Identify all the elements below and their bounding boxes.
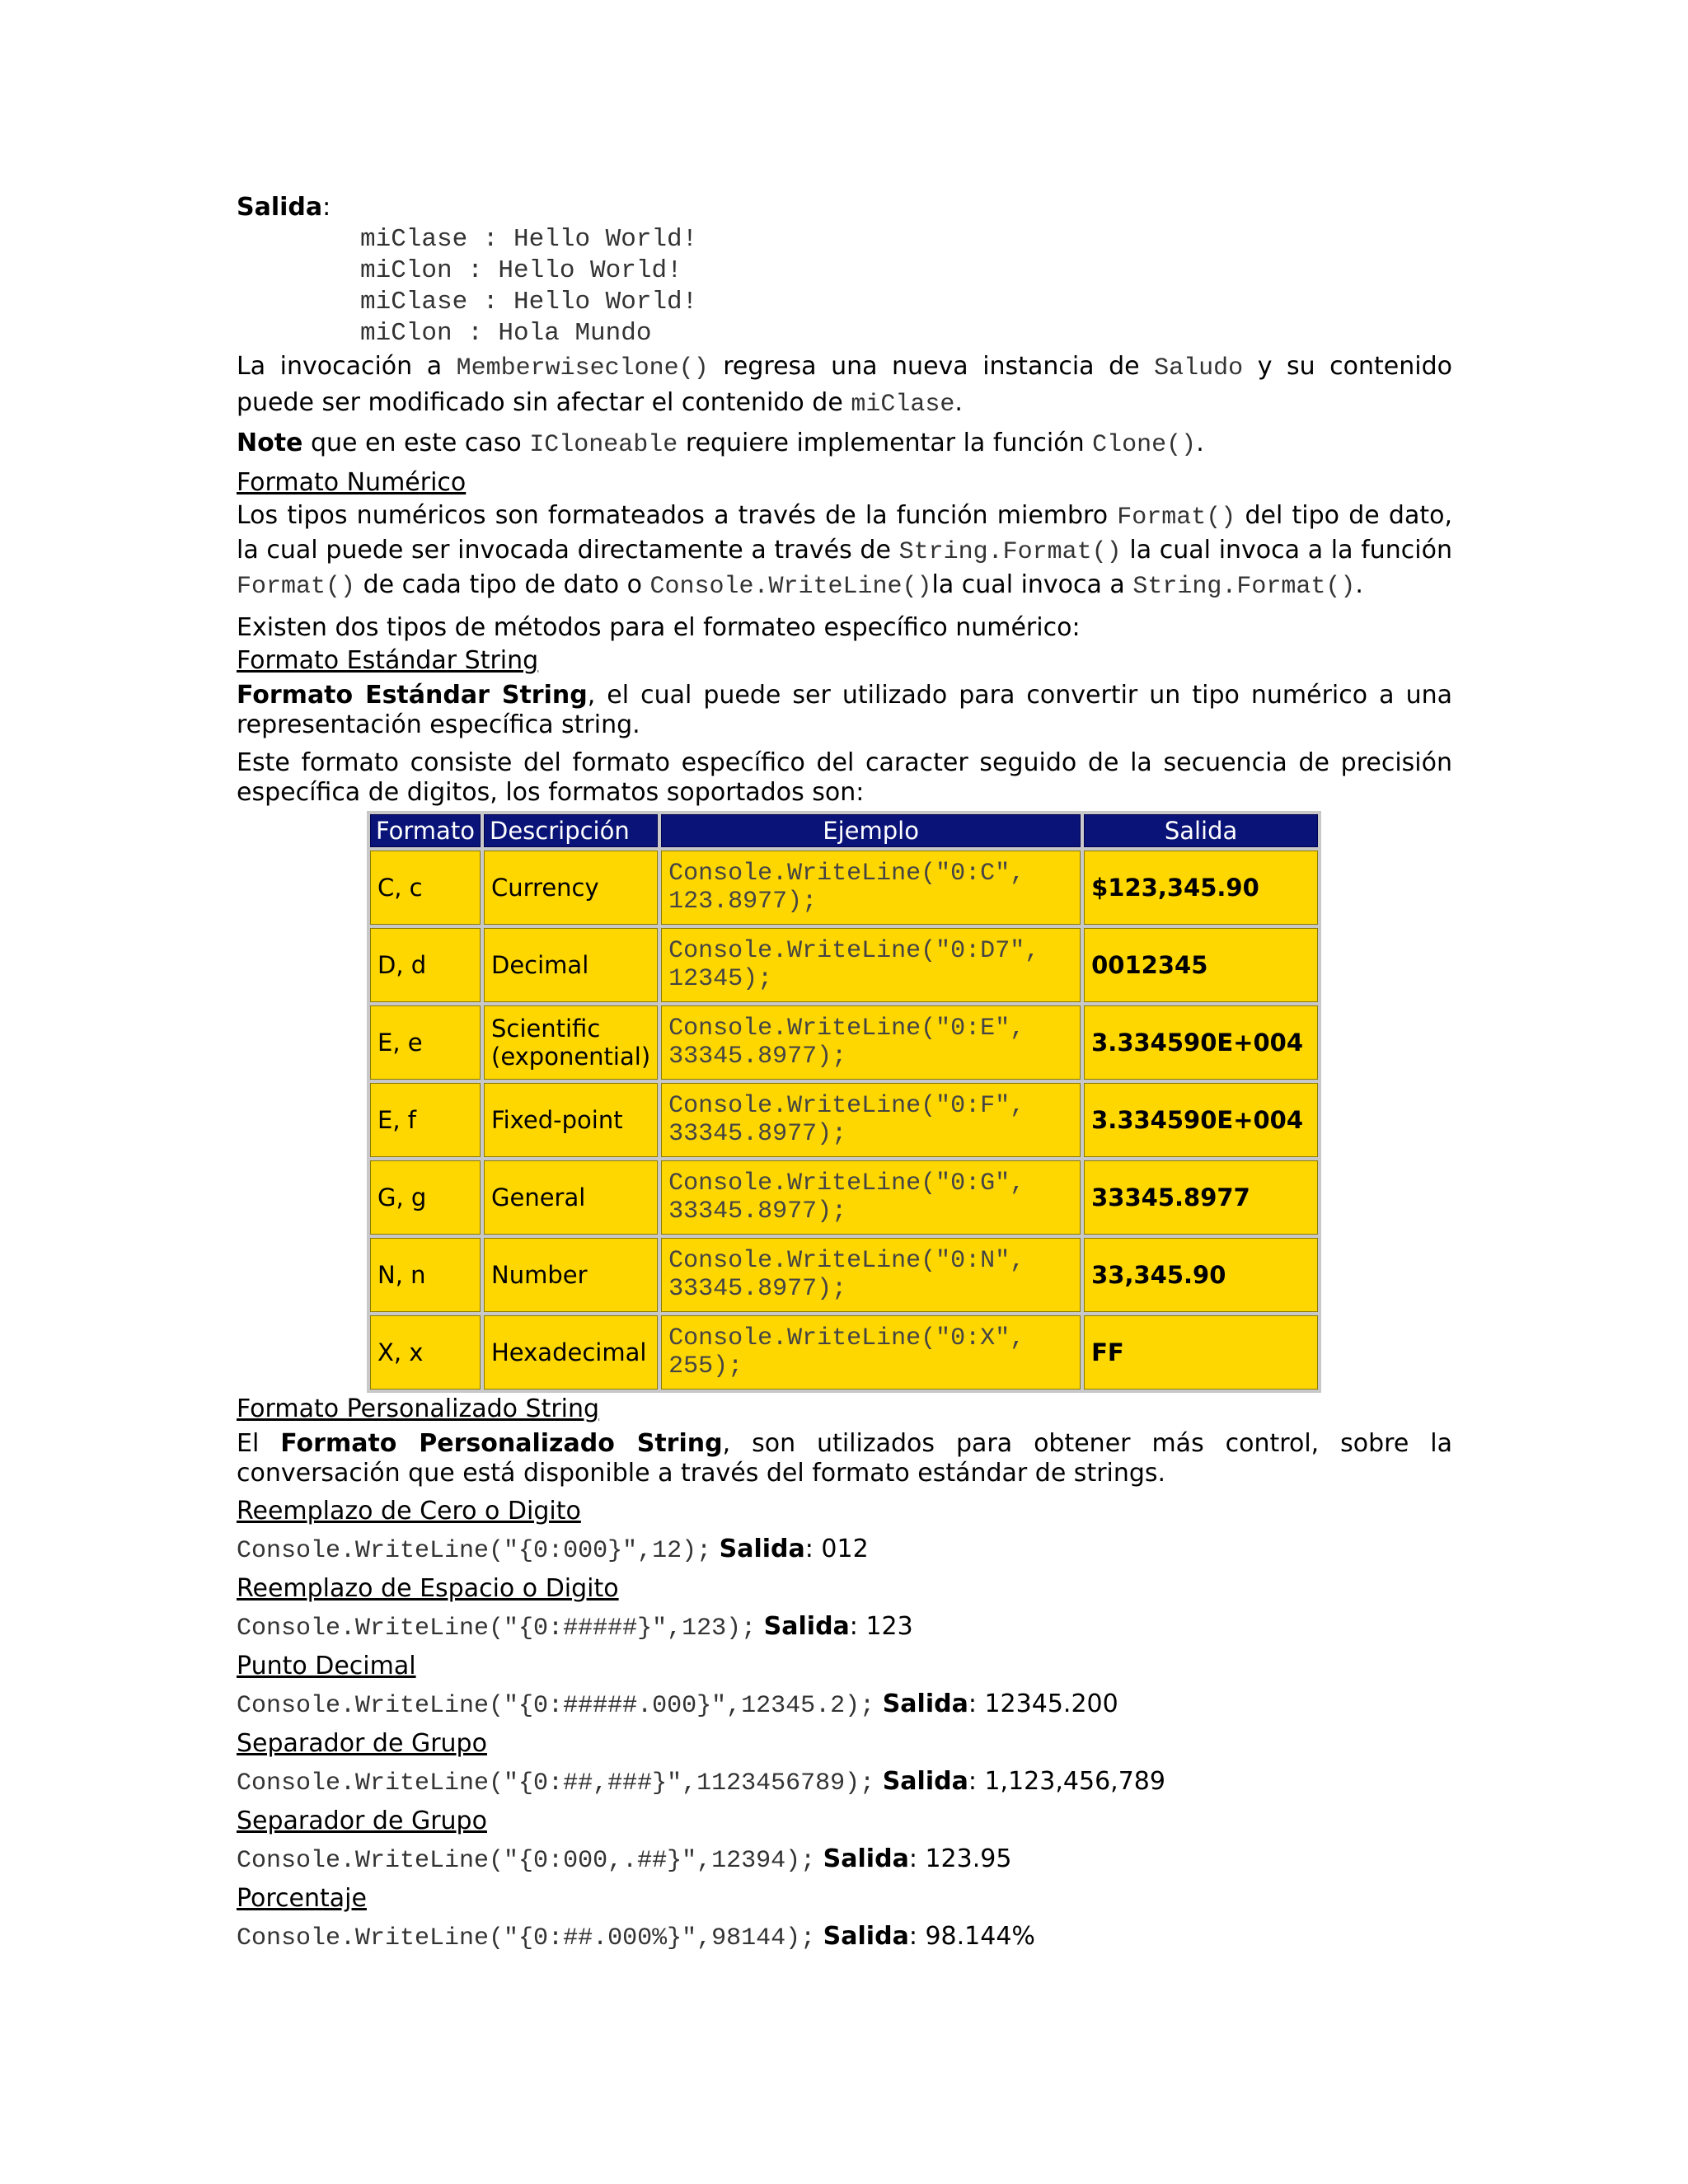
cell-descripcion: Number: [484, 1238, 658, 1312]
format-table: [367, 811, 1321, 1393]
paragraph-existen: Existen dos tipos de métodos para el formateo específico numérico:: [237, 613, 1081, 642]
paragraph-personalizado: El Formato Personalizado String, son utilizados para obtener más control, sobre la conversación que está disponible a través del formato estándar de strings.: [237, 1429, 1453, 1488]
paragraph-estandar: Formato Estándar String, el cual puede ser utilizado para convertir un tipo numérico a una representación específica string.: [237, 681, 1452, 739]
cell-formato: E, f: [370, 1083, 481, 1157]
table-row: [370, 928, 1318, 1002]
paragraph-note: Note que en este caso ICloneable requiere implementar la función Clone().: [237, 429, 1204, 459]
header-descripcion: Descripción: [484, 814, 658, 847]
cell-ejemplo: Console.WriteLine("0:X", 255);: [661, 1315, 1081, 1390]
example-heading: Reemplazo de Cero o Digito: [237, 1497, 581, 1526]
header-salida: Salida: [1084, 814, 1318, 847]
example-block: [237, 1882, 1452, 1955]
example-block: [237, 1495, 1452, 1568]
example-line: Console.WriteLine("{0:##.000%}",98144); Salida: 98.144%: [237, 1922, 1035, 1952]
paragraph-tipos: Los tipos numéricos son formateados a través de la función miembro Format() del tipo de dato, la cual puede ser invocada directamente a través de String.Format() la cual invoca a la función Format() de cada tipo de dato o Console.WriteLine()la cual invoca a String.Format().: [237, 501, 1453, 601]
example-heading: Punto Decimal: [237, 1652, 416, 1680]
table-row: [370, 1005, 1318, 1080]
cell-descripcion: General: [484, 1160, 658, 1235]
cell-formato: C, c: [370, 851, 481, 925]
cell-descripcion: Hexadecimal: [484, 1315, 658, 1390]
document-page: [237, 191, 1452, 1960]
cell-salida: FF: [1084, 1315, 1318, 1390]
table-row: [370, 1160, 1318, 1235]
cell-descripcion: Currency: [484, 851, 658, 925]
example-line: Console.WriteLine("{0:#####}",123); Salida: 123: [237, 1612, 913, 1643]
cell-salida: $123,345.90: [1084, 851, 1318, 925]
cell-formato: E, e: [370, 1005, 481, 1080]
cell-ejemplo: Console.WriteLine("0:E", 33345.8977);: [661, 1005, 1081, 1080]
header-ejemplo: Ejemplo: [661, 814, 1081, 847]
example-line: Console.WriteLine("{0:#####.000}",12345.2); Salida: 12345.200: [237, 1690, 1118, 1720]
heading-estandar: Formato Estándar String: [237, 646, 539, 675]
table-row: [370, 1238, 1318, 1312]
cell-formato: D, d: [370, 928, 481, 1002]
cell-descripcion: Fixed-point: [484, 1083, 658, 1157]
cell-salida: 3.334590E+004: [1084, 1005, 1318, 1080]
example-line: Console.WriteLine("{0:000,.##}",12394); Salida: 123.95: [237, 1844, 1012, 1875]
cell-ejemplo: Console.WriteLine("0:F", 33345.8977);: [661, 1083, 1081, 1157]
cell-ejemplo: Console.WriteLine("0:G", 33345.8977);: [661, 1160, 1081, 1235]
example-heading: Porcentaje: [237, 1884, 367, 1913]
table-row: [370, 1315, 1318, 1390]
example-line: Console.WriteLine("{0:000}",12); Salida: 012: [237, 1535, 869, 1565]
table-row: [370, 851, 1318, 925]
cell-formato: G, g: [370, 1160, 481, 1235]
cell-salida: 3.334590E+004: [1084, 1083, 1318, 1157]
cell-ejemplo: Console.WriteLine("0:D7", 12345);: [661, 928, 1081, 1002]
example-block: [237, 1650, 1452, 1722]
example-line: Console.WriteLine("{0:##,###}",1123456789); Salida: 1,123,456,789: [237, 1767, 1165, 1797]
example-heading: Separador de Grupo: [237, 1807, 487, 1835]
cell-formato: X, x: [370, 1315, 481, 1390]
output-line: miClon : Hola Mundo: [360, 319, 652, 348]
heading-personalizado: Formato Personalizado String: [237, 1394, 600, 1423]
salida-heading: Salida:: [237, 193, 331, 222]
output-block: [237, 224, 1452, 349]
example-heading: Reemplazo de Espacio o Digito: [237, 1574, 619, 1603]
custom-format-examples: [237, 1495, 1452, 1955]
output-line: miClase : Hello World!: [360, 225, 698, 254]
cell-descripcion: Scientific (exponential): [484, 1005, 658, 1080]
example-heading: Separador de Grupo: [237, 1729, 487, 1758]
table-header-row: [370, 814, 1318, 847]
heading-formato-numerico: Formato Numérico: [237, 468, 467, 497]
example-block: [237, 1805, 1452, 1877]
cell-descripcion: Decimal: [484, 928, 658, 1002]
table-row: [370, 1083, 1318, 1157]
cell-salida: 33,345.90: [1084, 1238, 1318, 1312]
output-line: miClase : Hello World!: [360, 288, 698, 316]
cell-salida: 0012345: [1084, 928, 1318, 1002]
header-formato: Formato: [370, 814, 481, 847]
example-block: [237, 1727, 1452, 1800]
paragraph-consiste: Este formato consiste del formato específico del caracter seguido de la secuencia de precisión específica de digitos, los formatos soportados son:: [237, 748, 1452, 807]
cell-ejemplo: Console.WriteLine("0:N", 33345.8977);: [661, 1238, 1081, 1312]
cell-formato: N, n: [370, 1238, 481, 1312]
cell-ejemplo: Console.WriteLine("0:C", 123.8977);: [661, 851, 1081, 925]
cell-salida: 33345.8977: [1084, 1160, 1318, 1235]
example-block: [237, 1572, 1452, 1645]
paragraph-invocacion: La invocación a Memberwiseclone() regresa una nueva instancia de Saludo y su contenido puede ser modificado sin afectar el contenido de miClase.: [237, 352, 1453, 419]
output-line: miClon : Hello World!: [360, 256, 682, 285]
